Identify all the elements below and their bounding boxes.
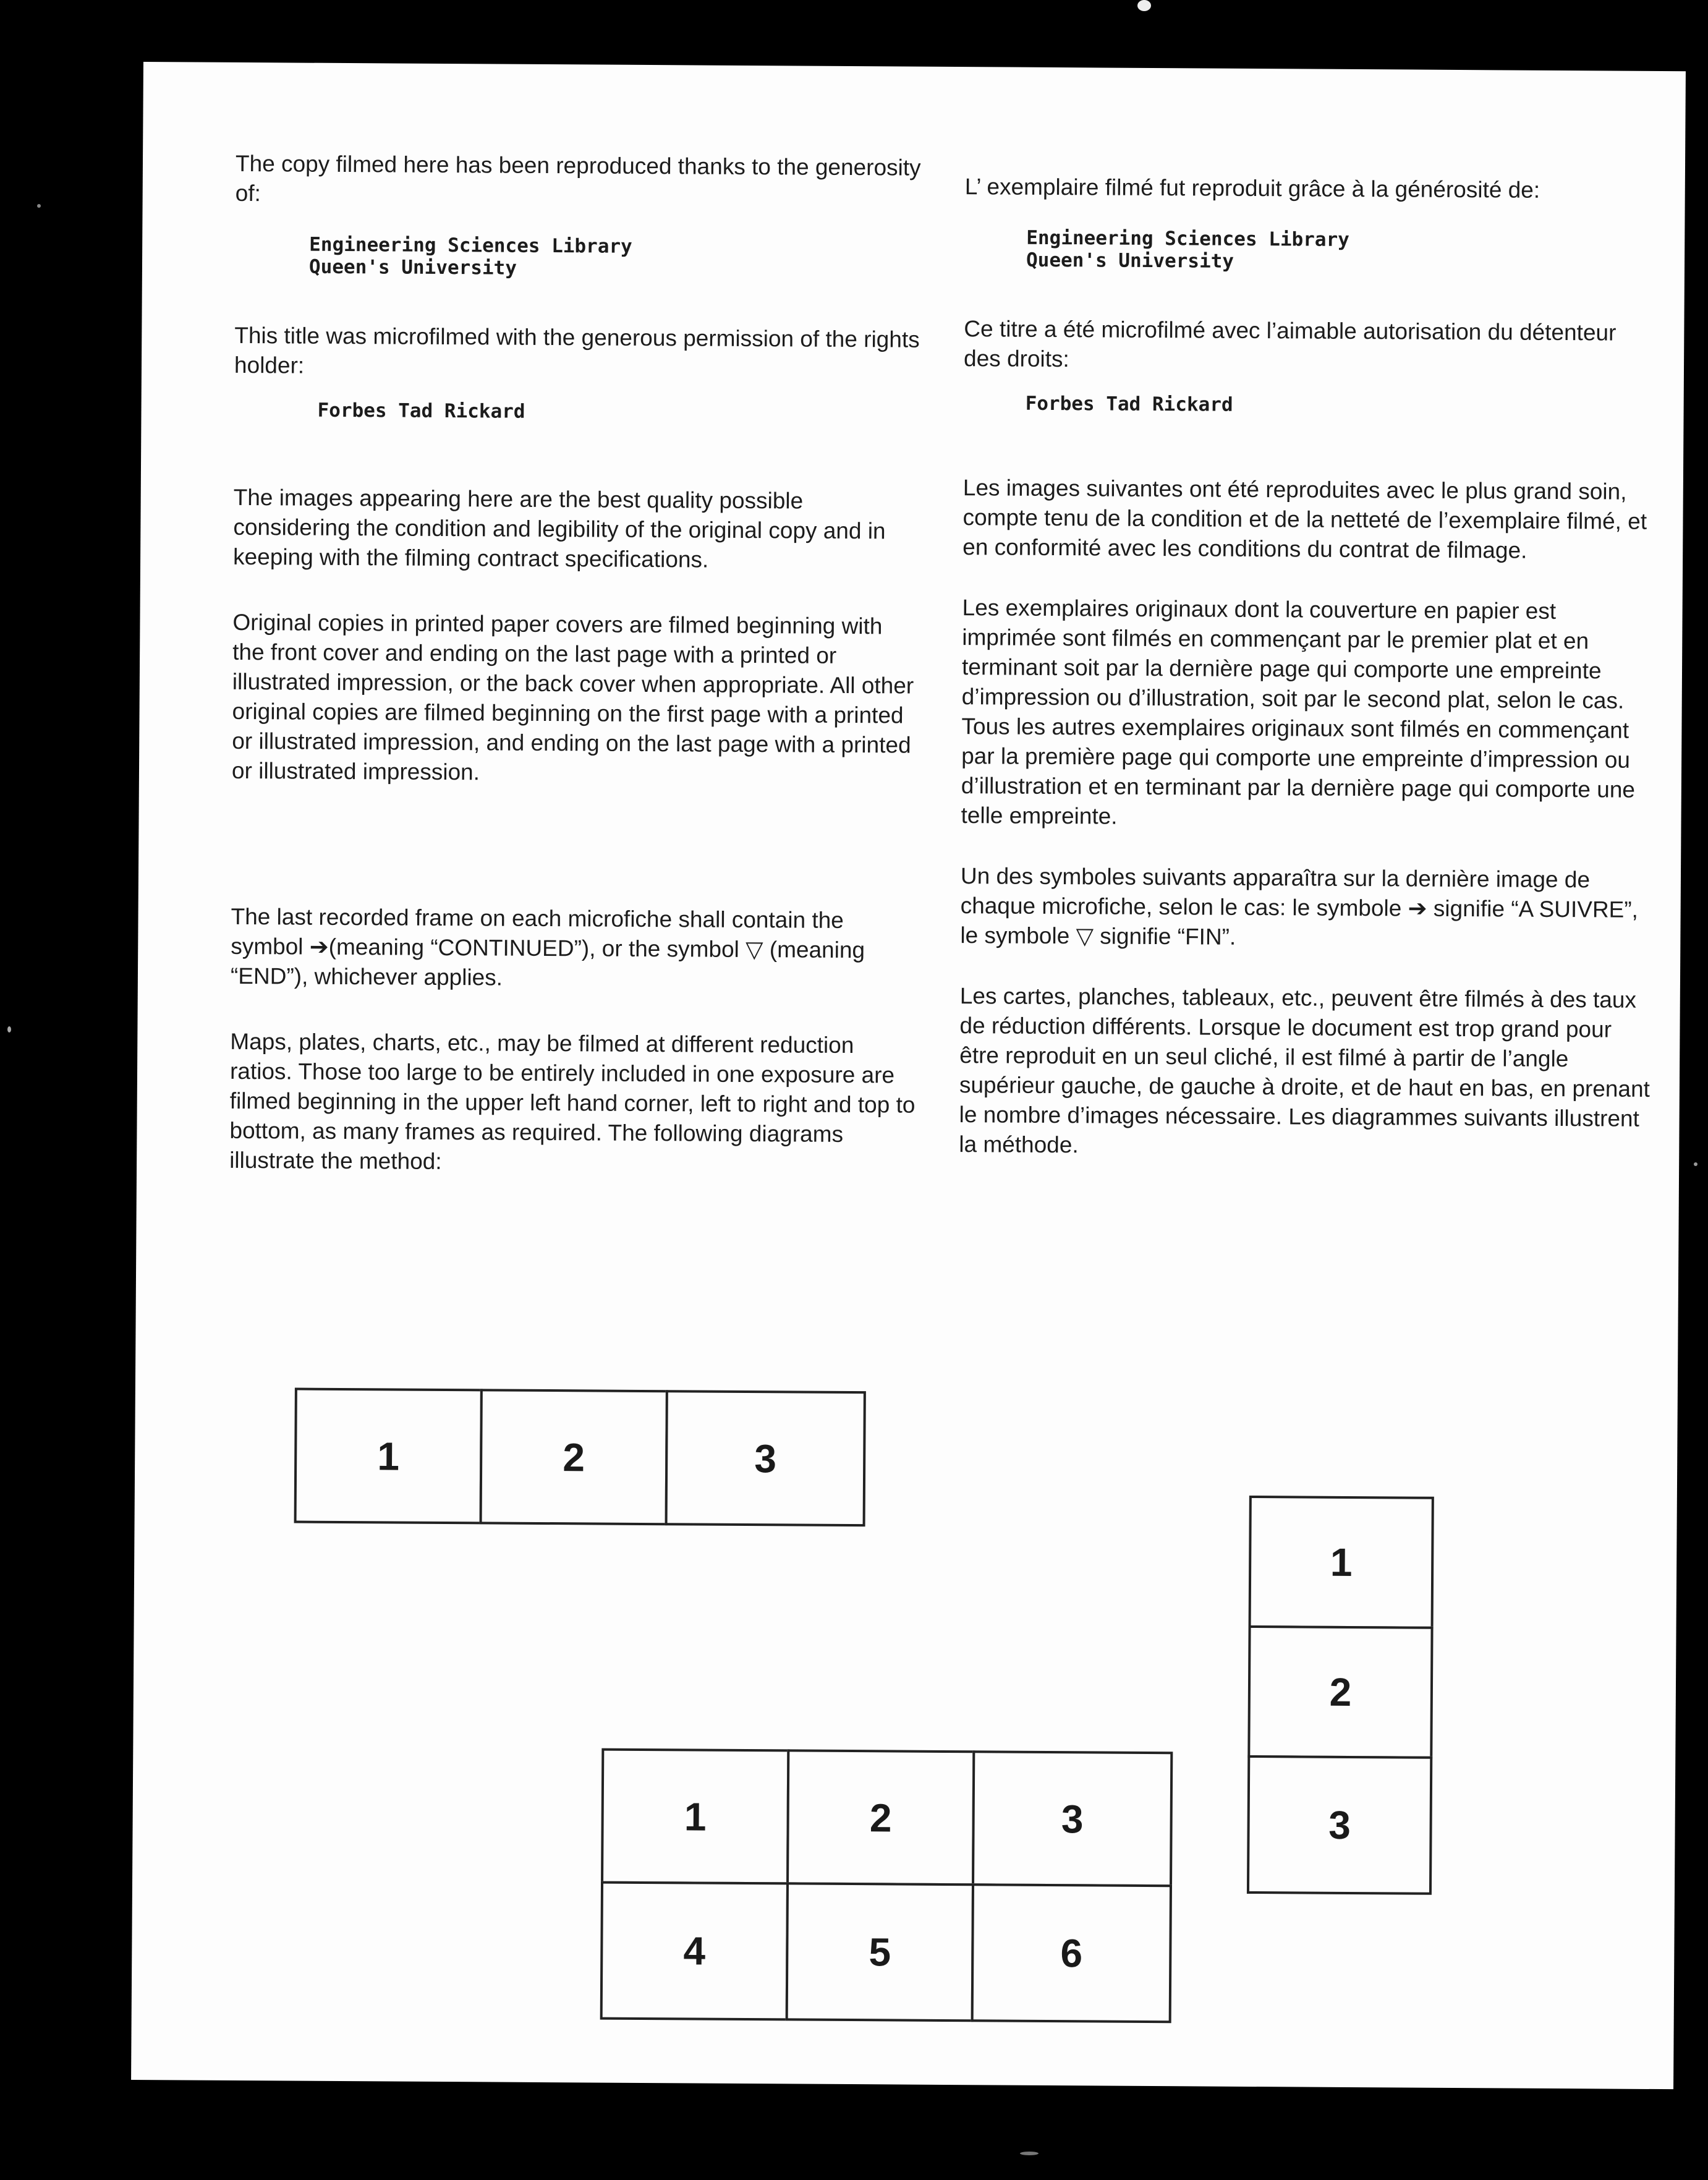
diagram-cell: 1 (601, 1748, 789, 1885)
copy-filmed-text: The copy filmed here has been reproduced thanks to the generosity of: (235, 150, 921, 207)
symbol-text: The last recorded frame on each microfiche shall contain the symbol ➔(meaning “CONTINUED”), or the symbol ▽ (meaning “END”), whichever applies. (230, 903, 865, 990)
diagram-cell: 2 (786, 1749, 975, 1886)
rights-holder: Forbes Tad Rickard (317, 399, 525, 423)
university-name-fr: Queen's University (1026, 249, 1234, 273)
diagram-cell: 3 (972, 1750, 1173, 1887)
diagram-cell: 1 (1249, 1496, 1434, 1629)
diagram-cell: 1 (294, 1388, 483, 1525)
university-name: Queen's University (308, 255, 517, 279)
image-quality-text: The images appearing here are the best quality possible considering the condition and legibility of the original copy and in keeping with the filming contract specifications. (232, 484, 886, 573)
film-speck (1694, 1162, 1697, 1166)
library-name: Engineering Sciences Library (309, 233, 632, 258)
original-copies-text: Original copies in printed paper covers are filmed beginning with the front cover and ending on the last page with a printed or illustrated impression, or the back cover when appropriate. All other original copies are filmed beginning on the first page with a printed or illustrated impression, and ending on the last page with a printed or illustrated impression. (231, 609, 914, 785)
rights-holder-fr: Forbes Tad Rickard (1025, 392, 1233, 416)
diagram-cell: 6 (971, 1883, 1172, 2023)
film-speck (1020, 2152, 1039, 2155)
symboles-text: Un des symboles suivants apparaîtra sur la dernière image de chaque microfiche, selon le cas: le symbole ➔ signifie “A SUIVRE”, le symbole ▽ signifie “FIN”. (960, 863, 1639, 950)
exemplaire-text: L’ exemplaire filmé fut reproduit grâce à la générosité de: (964, 174, 1540, 203)
autorisation-text: Ce titre a été microfilmé avec l’aimable autorisation du détenteur des droits: (963, 316, 1617, 372)
images-suivantes-text: Les images suivantes ont été reproduites avec le plus grand soin, compte tenu de la condition et de la netteté de l’exemplaire filmé, et en conformité avec les conditions du contrat de filmage. (962, 475, 1647, 563)
diagram-horizontal-row (295, 1389, 865, 1526)
film-speck (1137, 0, 1151, 11)
maps-plates-text: Maps, plates, charts, etc., may be filmed at different reduction ratios. Those too large to be entirely included in one exposure are filmed beginning in the upper left hand corner, left to right and top to bottom, as many frames as required. The following diagrams illustrate the method: (229, 1028, 916, 1174)
diagram-two-by-three (601, 1750, 1172, 2022)
french-column (959, 172, 1657, 1164)
english-column (229, 149, 922, 1180)
film-speck (7, 1026, 11, 1033)
diagram-cell: 4 (600, 1881, 789, 2021)
diagram-cell: 3 (1247, 1755, 1432, 1895)
diagram-cell: 3 (665, 1390, 866, 1526)
document-page (131, 62, 1686, 2089)
diagram-cell: 5 (786, 1882, 974, 2022)
exemplaires-originaux-text: Les exemplaires originaux dont la couverture en papier est imprimée sont filmés en commençant par le premier plat et en terminant soit par la dernière page qui comporte une empreinte d’impression ou d’illustration, soit par le second plat, selon le cas. Tous les autres exemplaires originaux sont filmés en commençant par la première page qui comporte une empreinte d’impression ou d’illustration et en terminant par la dernière page qui comporte une telle empreinte. (961, 595, 1636, 829)
diagram-cell: 2 (480, 1389, 668, 1525)
diagram-vertical-column (1248, 1497, 1433, 1894)
cartes-planches-text: Les cartes, planches, tableaux, etc., peuvent être filmés à des taux de réduction différents. Lorsque le document est trop grand pour être reproduit en un seul cliché, il est filmé à partir de l’angle supérieur gauche, de gauche à droite, et de haut en bas, en prenant le nombre d’images nécessaire. Les diagrammes suivants illustrent la méthode. (959, 983, 1651, 1158)
library-name-fr: Engineering Sciences Library (1026, 226, 1349, 251)
film-speck (37, 204, 41, 208)
permission-text: This title was microfilmed with the generous permission of the rights holder: (234, 322, 920, 378)
diagram-cell: 2 (1247, 1625, 1433, 1759)
